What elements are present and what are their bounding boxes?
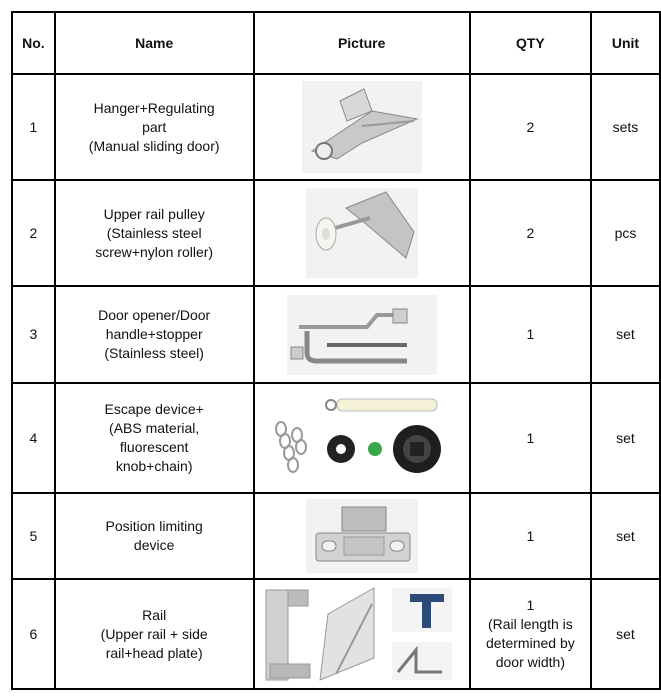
row-number: 6 bbox=[12, 579, 55, 689]
header-no: No. bbox=[12, 12, 55, 74]
part-name: Door opener/Door handle+stopper (Stainless steel) bbox=[55, 286, 254, 383]
part-picture bbox=[254, 383, 470, 493]
pulley-icon bbox=[306, 188, 418, 278]
table-row bbox=[12, 579, 660, 689]
row-number: 4 bbox=[12, 383, 55, 493]
table-row bbox=[12, 74, 660, 180]
table-row bbox=[12, 383, 660, 493]
part-picture bbox=[254, 493, 470, 579]
part-qty: 2 bbox=[470, 74, 591, 180]
parts-table bbox=[11, 11, 661, 690]
table-row bbox=[12, 493, 660, 579]
row-number: 3 bbox=[12, 286, 55, 383]
part-qty: 1 bbox=[470, 383, 591, 493]
part-picture bbox=[254, 286, 470, 383]
part-name: Rail (Upper rail + side rail+head plate) bbox=[55, 579, 254, 689]
part-picture bbox=[254, 180, 470, 286]
part-unit: set bbox=[591, 383, 660, 493]
part-name: Escape device+ (ABS material, fluorescent knob+chain) bbox=[55, 383, 254, 493]
limiter-icon bbox=[306, 499, 418, 573]
part-qty: 2 bbox=[470, 180, 591, 286]
row-number: 1 bbox=[12, 74, 55, 180]
row-number: 2 bbox=[12, 180, 55, 286]
door-handle-icon bbox=[287, 295, 437, 375]
part-unit: set bbox=[591, 493, 660, 579]
header-picture: Picture bbox=[254, 12, 470, 74]
part-unit: set bbox=[591, 579, 660, 689]
part-name: Hanger+Regulating part (Manual sliding door) bbox=[55, 74, 254, 180]
part-name: Upper rail pulley (Stainless steel screw+nylon roller) bbox=[55, 180, 254, 286]
row-number: 5 bbox=[12, 493, 55, 579]
table-row bbox=[12, 286, 660, 383]
table-row bbox=[12, 180, 660, 286]
part-unit: pcs bbox=[591, 180, 660, 286]
part-unit: set bbox=[591, 286, 660, 383]
header-qty: QTY bbox=[470, 12, 591, 74]
part-qty: 1 (Rail length is determined by door width) bbox=[470, 579, 591, 689]
rail-icon bbox=[264, 584, 460, 684]
hanger-bracket-icon bbox=[302, 81, 422, 173]
part-unit: sets bbox=[591, 74, 660, 180]
part-name: Position limiting device bbox=[55, 493, 254, 579]
part-picture bbox=[254, 74, 470, 180]
part-qty: 1 bbox=[470, 286, 591, 383]
header-name: Name bbox=[55, 12, 254, 74]
header-unit: Unit bbox=[591, 12, 660, 74]
header-row bbox=[12, 12, 660, 74]
part-qty: 1 bbox=[470, 493, 591, 579]
part-picture bbox=[254, 579, 470, 689]
escape-device-icon bbox=[267, 395, 457, 481]
